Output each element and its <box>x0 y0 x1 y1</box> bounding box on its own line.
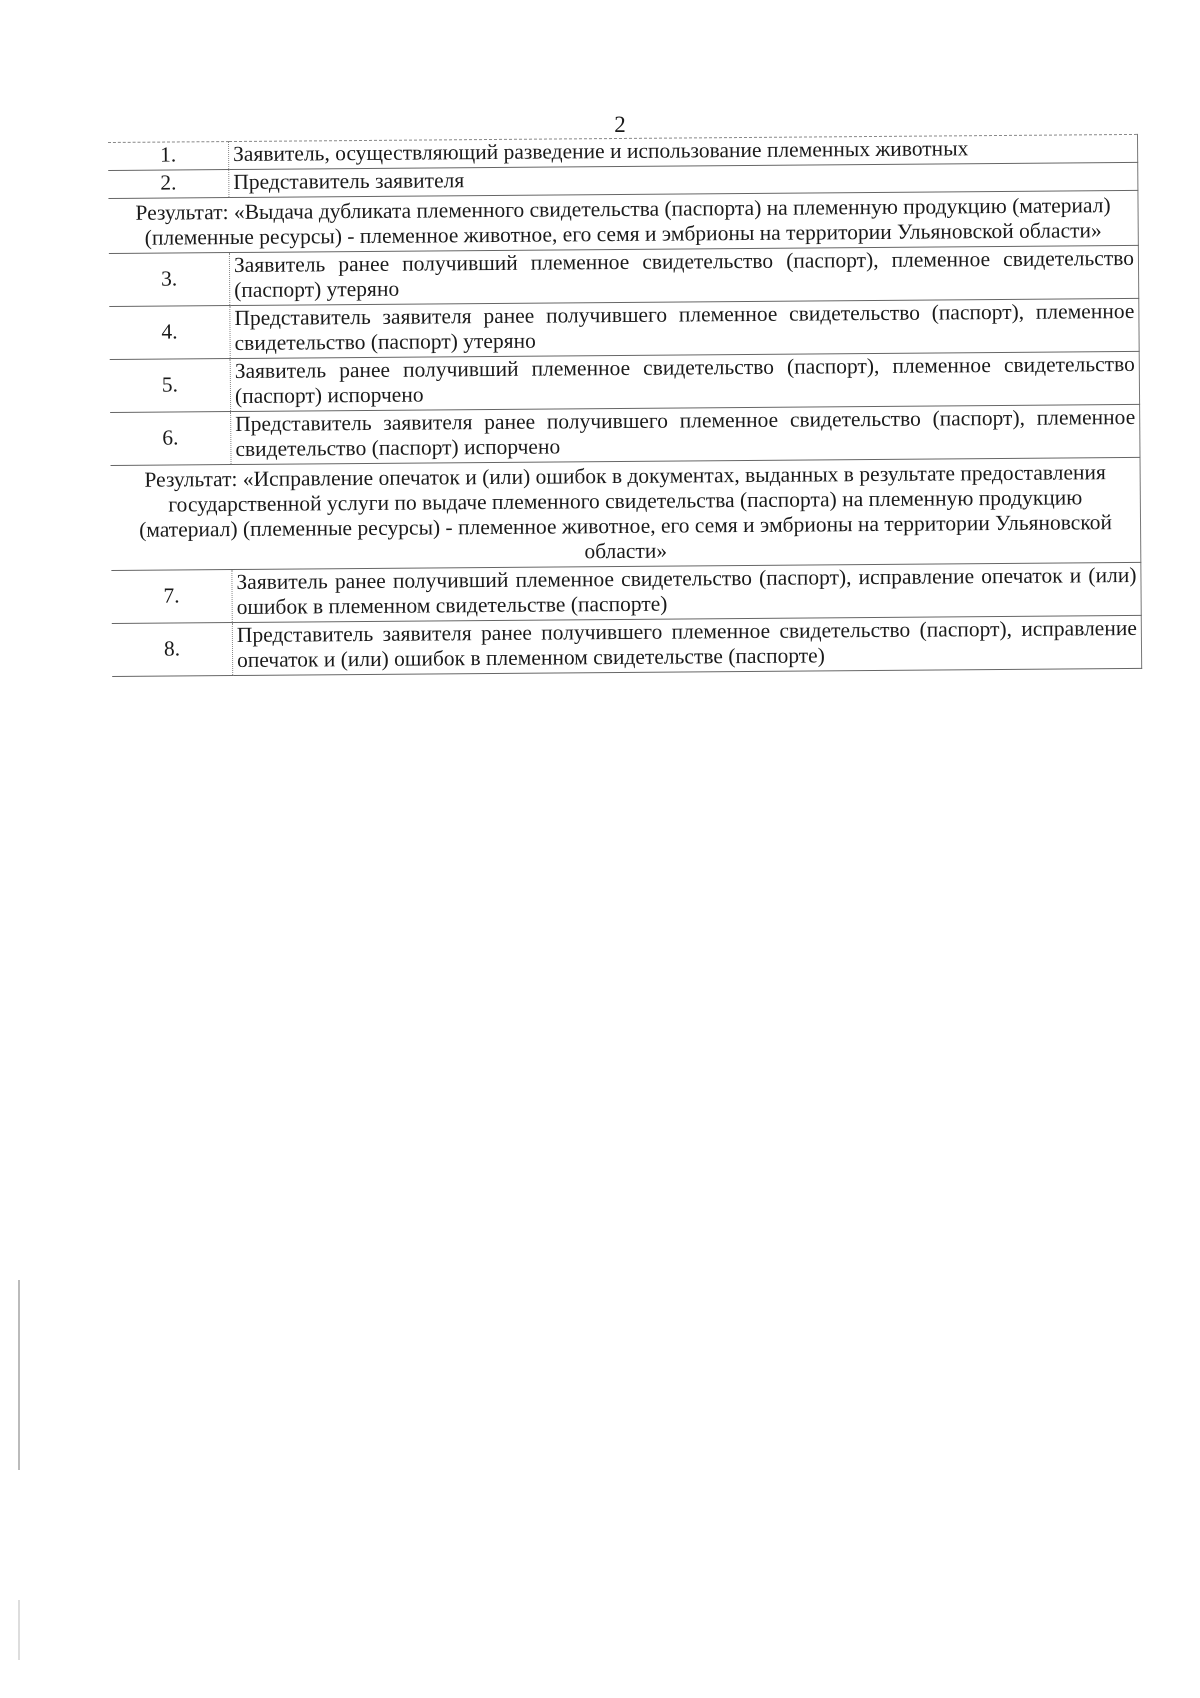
row-text: Представитель заявителя <box>229 162 1138 197</box>
result-row <box>108 190 1138 253</box>
row-text: Представитель заявителя ранее получившего племенное свидетельство (паспорт), племенное свидетельство (паспорт) испорчено <box>231 404 1140 464</box>
row-number: 6. <box>110 412 231 466</box>
row-text: Представитель заявителя ранее получившего племенное свидетельство (паспорт), исправление опечаток и (или) ошибок в племенном свидетельстве (паспорте) <box>232 615 1141 675</box>
row-number: 5. <box>110 359 231 413</box>
row-text: Заявитель, осуществляющий разведение и использование племенных животных <box>229 134 1138 169</box>
row-number: 4. <box>109 306 230 360</box>
row-text: Представитель заявителя ранее получившего племенное свидетельство (паспорт), племенное свидетельство (паспорт) утеряно <box>230 298 1139 358</box>
row-number: 8. <box>112 623 233 677</box>
result-heading: Результат: «Выдача дубликата племенного свидетельства (паспорта) на племенную продукцию (материал) (племенные ресурсы) - племенное животное, его семя и эмбрионы на территории Ульяновской области» <box>108 190 1138 253</box>
table-row <box>111 562 1141 623</box>
table-row <box>110 351 1140 412</box>
table-row <box>112 615 1142 676</box>
row-number: 2. <box>108 170 229 199</box>
applicants-table <box>108 134 1142 677</box>
page-number: 2 <box>614 112 626 137</box>
row-text: Заявитель ранее получивший племенное свидетельство (паспорт), племенное свидетельство (паспорт) испорчено <box>230 351 1139 411</box>
result-row <box>111 457 1141 570</box>
row-text: Заявитель ранее получивший племенное свидетельство (паспорт), племенное свидетельство (паспорт) утеряно <box>229 245 1138 305</box>
scan-artifact <box>18 1280 20 1470</box>
result-heading: Результат: «Исправление опечаток и (или) ошибок в документах, выданных в результате предоставления государственной услуги по выдаче племенного свидетельства (паспорта) на племенную продукцию (материал) (племенные ресурсы) - племенное животное, его семя и эмбрионы на территории Ульяновской области» <box>111 457 1141 570</box>
table-row <box>110 404 1140 465</box>
row-number: 1. <box>108 142 229 171</box>
table-row <box>109 298 1139 359</box>
row-number: 7. <box>111 570 232 624</box>
scan-artifact <box>18 1600 20 1660</box>
row-number: 3. <box>109 253 230 307</box>
row-text: Заявитель ранее получивший племенное свидетельство (паспорт), исправление опечаток и (или) ошибок в племенном свидетельстве (паспорте) <box>232 562 1141 622</box>
table-row <box>109 245 1139 306</box>
